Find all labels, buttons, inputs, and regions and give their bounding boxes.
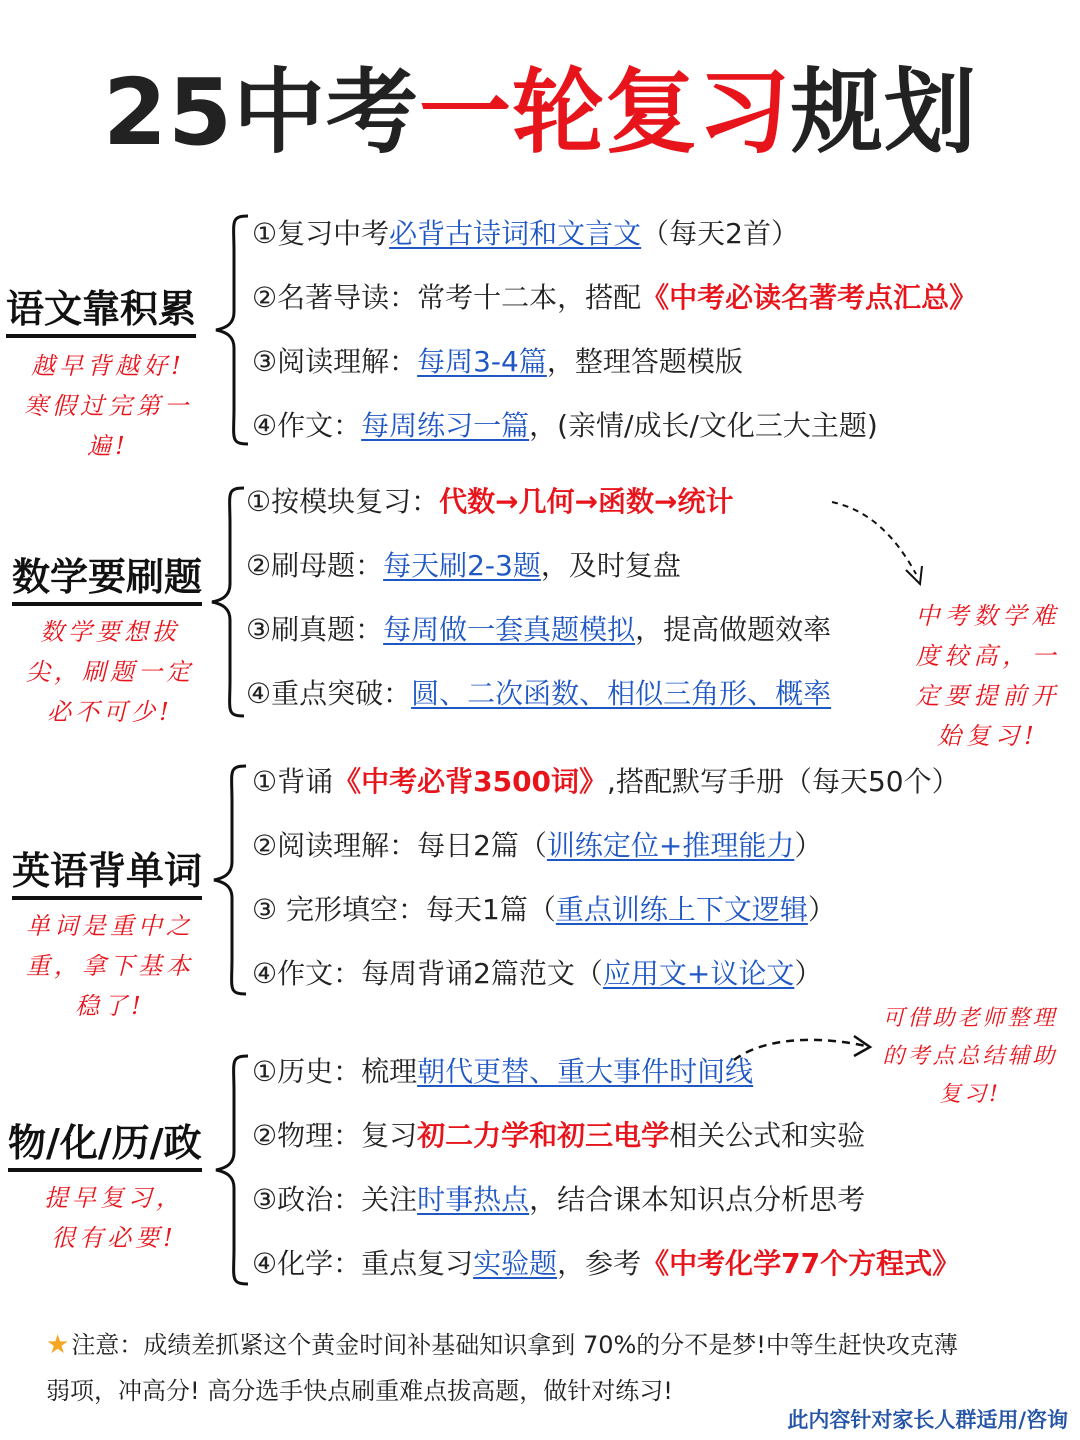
item-text: ②物理：复习 xyxy=(252,1119,418,1152)
title-part-1: 25中考 xyxy=(102,59,419,166)
highlight-link-text: 每天刷2-3题 xyxy=(383,549,541,582)
brace-sciences xyxy=(212,1052,252,1288)
item-text: ，参考 xyxy=(557,1247,642,1280)
note-line: 越早背越好! xyxy=(31,352,185,380)
note-sciences xyxy=(14,1178,214,1258)
item-text: ①复习中考 xyxy=(252,217,390,250)
emphasis-text: 代数→几何→函数→统计 xyxy=(439,485,734,518)
note-line: 始复习! xyxy=(937,722,1039,750)
dashed-arrow-math xyxy=(828,494,938,594)
star-icon: ★ xyxy=(46,1330,70,1360)
item-text: 相关公式和实验 xyxy=(669,1119,866,1152)
item-text: ③刷真题： xyxy=(246,613,384,646)
item-text: ③阅读理解： xyxy=(252,345,418,378)
highlight-link-text: 每周3-4篇 xyxy=(417,345,547,378)
item-english-1 xyxy=(252,762,960,802)
footer-line-2: 弱项，冲高分! 高分选手快点刷重难点拔高题，做针对练习! xyxy=(46,1377,673,1405)
item-text: ） xyxy=(794,829,823,862)
item-text: ③政治：关注 xyxy=(252,1183,418,1216)
item-text: ，(亲情/成长/文化三大主题) xyxy=(529,409,878,442)
emphasis-text: 初二力学和初三电学 xyxy=(417,1119,670,1152)
item-text: ，及时复盘 xyxy=(540,549,681,582)
emphasis-text: 《中考必读名著考点汇总》 xyxy=(641,281,978,314)
item-text: ④作文：每周背诵2篇范文（ xyxy=(252,957,603,990)
note-line: 的考点总结辅助 xyxy=(882,1044,1058,1069)
note-line: 提早复习， xyxy=(44,1184,184,1212)
item-math-1 xyxy=(246,482,734,522)
item-text: ②刷母题： xyxy=(246,549,384,582)
highlight-link-text: 训练定位+推理能力 xyxy=(546,829,795,862)
highlight-link-text: 每周做一套真题模拟 xyxy=(383,613,636,646)
item-text: ,搭配默写手册（每天50个） xyxy=(607,765,960,798)
dashed-arrow-history xyxy=(730,1030,880,1070)
item-chinese-3 xyxy=(252,342,743,382)
side-note-math xyxy=(896,596,1080,756)
highlight-link-text: 实验题 xyxy=(473,1247,558,1280)
item-chinese-1 xyxy=(252,214,799,254)
item-text: ①按模块复习： xyxy=(246,485,440,518)
footer-line-1 xyxy=(46,1322,1046,1368)
highlight-link-text: 朝代更替、重大事件时间线 xyxy=(417,1055,754,1088)
item-sciences-2 xyxy=(252,1116,865,1156)
note-line: 稳了! xyxy=(75,992,145,1020)
highlight-link-text: 每周练习一篇 xyxy=(361,409,530,442)
note-line: 可借助老师整理 xyxy=(882,1006,1058,1031)
highlight-link-text: 圆、二次函数、相似三角形、概率 xyxy=(411,677,832,710)
note-chinese xyxy=(8,346,208,466)
footer-note xyxy=(46,1322,1046,1414)
title-part-3: 规划 xyxy=(791,59,978,166)
item-text: ②阅读理解：每日2篇（ xyxy=(252,829,547,862)
item-math-3 xyxy=(246,610,831,650)
note-line: 定要提前开 xyxy=(915,682,1061,710)
note-english xyxy=(10,906,210,1026)
brace-english xyxy=(210,762,250,998)
title-part-2: 一轮复习 xyxy=(419,59,792,166)
note-line: 寒假过完第一 xyxy=(24,392,192,420)
item-sciences-3 xyxy=(252,1180,865,1220)
note-math xyxy=(10,612,210,732)
subject-sciences: 物/化/历/政 xyxy=(8,1120,202,1172)
note-line: 必不可少! xyxy=(47,698,173,726)
brace-chinese xyxy=(212,212,252,448)
signature: 此内容针对家长人群适用/咨询 xyxy=(787,1407,1068,1432)
item-text: ，结合课本知识点分析思考 xyxy=(529,1183,866,1216)
brace-math xyxy=(208,484,248,720)
subject-english: 英语背单词 xyxy=(12,848,202,900)
item-math-4 xyxy=(246,674,831,714)
note-line: 重，拿下基本 xyxy=(26,952,194,980)
item-sciences-1 xyxy=(252,1052,753,1092)
item-text: ①背诵 xyxy=(252,765,334,798)
highlight-link-text: 重点训练上下文逻辑 xyxy=(555,893,808,926)
item-text: ） xyxy=(794,957,823,990)
item-text: ） xyxy=(807,893,836,926)
note-line: 复习! xyxy=(939,1082,1001,1107)
emphasis-text: 《中考必背3500词》 xyxy=(333,765,608,798)
item-chinese-2 xyxy=(252,278,977,318)
highlight-link-text: 时事热点 xyxy=(417,1183,530,1216)
note-line: 中考数学难 xyxy=(915,602,1061,630)
item-text: ①历史：梳理 xyxy=(252,1055,418,1088)
note-line: 很有必要! xyxy=(51,1224,177,1252)
note-line: 尖，刷题一定 xyxy=(26,658,194,686)
note-line: 单词是重中之 xyxy=(26,912,194,940)
item-english-4 xyxy=(252,954,822,994)
item-text: ④作文： xyxy=(252,409,362,442)
item-chinese-4 xyxy=(252,406,878,446)
note-line: 度较高，一 xyxy=(915,642,1061,670)
note-line: 数学要想拔 xyxy=(40,618,180,646)
highlight-link-text: 必背古诗词和文言文 xyxy=(389,217,642,250)
item-text: ，提高做题效率 xyxy=(635,613,832,646)
footer-text: 注意：成绩差抓紧这个黄金时间补基础知识拿到 70%的分不是梦!中等生赶快攻克薄 xyxy=(71,1331,958,1359)
subject-chinese: 语文靠积累 xyxy=(6,286,196,338)
item-text: ，整理答题模版 xyxy=(546,345,743,378)
note-line: 遍! xyxy=(87,432,129,460)
side-note-history xyxy=(870,1000,1070,1114)
subject-math: 数学要刷题 xyxy=(12,554,202,606)
page-title xyxy=(0,58,1080,168)
item-text: ③ 完形填空：每天1篇（ xyxy=(252,893,556,926)
item-text: ④化学：重点复习 xyxy=(252,1247,474,1280)
item-english-3 xyxy=(252,890,836,930)
item-text: ②名著导读：常考十二本，搭配 xyxy=(252,281,642,314)
item-english-2 xyxy=(252,826,822,866)
item-text: ④重点突破： xyxy=(246,677,412,710)
item-text: （每天2首） xyxy=(641,217,799,250)
emphasis-text: 《中考化学77个方程式》 xyxy=(641,1247,961,1280)
highlight-link-text: 应用文+议论文 xyxy=(602,957,795,990)
item-sciences-4 xyxy=(252,1244,960,1284)
item-math-2 xyxy=(246,546,681,586)
